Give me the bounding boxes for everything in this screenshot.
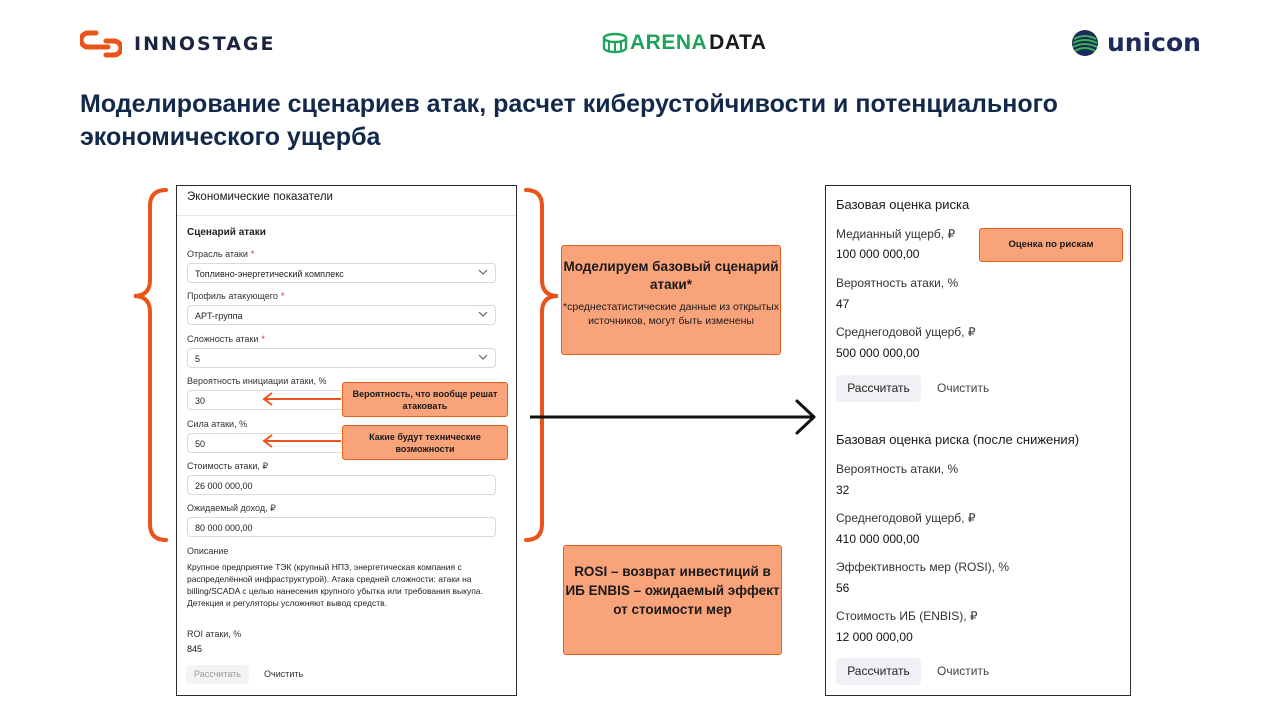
unicon-logo (1071, 28, 1201, 57)
innostage-logo (80, 28, 275, 60)
reduced-probability-label: Вероятность атаки, % (836, 462, 959, 476)
reduced-probability-value: 32 (836, 483, 850, 497)
form-calculate-button[interactable]: Рассчитать (186, 665, 249, 684)
base-scenario-callout-title: Моделируем базовый сценарий атаки* (563, 259, 779, 292)
annual-damage-value: 500 000 000,00 (836, 346, 920, 360)
attack-industry-select[interactable] (187, 263, 496, 283)
arenadata-logo (602, 30, 766, 56)
median-damage-label: Медианный ущерб, ₽ (836, 227, 956, 241)
base-calculate-button[interactable]: Рассчитать (836, 375, 921, 402)
reduced-risk-title: Базовая оценка риска (после снижения) (836, 432, 1080, 447)
attack-complexity-select[interactable] (187, 348, 496, 368)
annual-damage-label: Среднегодовой ущерб, ₽ (836, 325, 976, 339)
arenadata-wordmark-part2: DATA (709, 31, 767, 54)
attack-industry-label: Отрасль атаки * (187, 249, 255, 259)
attacker-profile-value: APT-группа (195, 311, 243, 321)
reduced-annual-damage-value: 410 000 000,00 (836, 532, 920, 546)
attack-probability-label: Вероятность атаки, % (836, 276, 959, 290)
base-risk-title: Базовая оценка риска (836, 197, 970, 212)
power-callout: Какие будут технические возможности (342, 425, 508, 460)
base-clear-button[interactable]: Очистить (937, 381, 990, 395)
arenadata-wordmark-part1: ARENA (630, 31, 708, 54)
attack-complexity-value: 5 (195, 354, 201, 364)
attack-probability-value: 47 (836, 297, 850, 311)
unicon-globe-icon (1071, 29, 1099, 57)
attack-cost-input[interactable]: 26 000 000,00 (187, 475, 496, 495)
attack-complexity-label: Сложность атаки * (187, 334, 265, 344)
attack-power-label: Сила атаки, % (187, 419, 248, 429)
attack-industry-value: Топливно-энергетический комплекс (195, 269, 344, 279)
page-title: Моделирование сценариев атак, расчет киберустойчивости и потенциального экономического ущерба (80, 90, 1058, 151)
reduced-calculate-button[interactable]: Рассчитать (836, 658, 921, 685)
attack-cost-label: Стоимость атаки, ₽ (187, 461, 269, 471)
rosi-label: Эффективность мер (ROSI), % (836, 560, 1009, 574)
left-brace (134, 190, 166, 540)
chevron-down-icon (477, 266, 489, 278)
description-text: Крупное предприятие ТЭК (крупный НПЗ, энергетическая компания с распределённой инфраструктурой). Атака средней сложности: атаки на billing/SCADA с целью нанесения крупного убытка или требования выкупа. Детекция и регуляторы усложняют вывод средств. (187, 562, 483, 608)
probability-callout: Вероятность, что вообще решат атаковать (342, 382, 508, 417)
innostage-mark-icon (80, 29, 122, 59)
description-label: Описание (187, 546, 229, 556)
innostage-wordmark: INNOSTAGE (134, 33, 276, 55)
chevron-down-icon (477, 308, 489, 320)
expected-income-input[interactable]: 80 000 000,00 (187, 517, 496, 537)
initiation-probability-label: Вероятность инициации атаки, % (187, 376, 327, 386)
roi-value: 845 (187, 644, 203, 654)
form-divider (177, 215, 516, 216)
median-damage-value: 100 000 000,00 (836, 247, 920, 261)
chevron-down-icon (477, 351, 489, 363)
flow-arrow-icon (530, 401, 814, 433)
attacker-profile-select[interactable] (187, 305, 496, 325)
expected-income-label: Ожидаемый доход, ₽ (187, 503, 276, 513)
form-clear-button[interactable]: Очистить (264, 669, 304, 679)
arenadata-stadium-icon (602, 30, 628, 56)
attack-power-input[interactable]: 50 (187, 433, 496, 453)
right-brace (526, 190, 558, 540)
unicon-wordmark: unicon (1107, 28, 1201, 57)
rosi-value: 56 (836, 581, 850, 595)
attacker-profile-label: Профиль атакующего * (187, 291, 285, 301)
enbis-label: Стоимость ИБ (ENBIS), ₽ (836, 609, 978, 623)
base-scenario-callout-note: *среднестатистические данные из открытых источников, могут быть изменены (563, 301, 779, 327)
risk-assessment-callout: Оценка по рискам (979, 228, 1123, 262)
base-scenario-callout (561, 245, 781, 355)
form-title: Экономические показатели (187, 191, 333, 203)
attack-scenario-heading: Сценарий атаки (187, 227, 266, 238)
reduced-annual-damage-label: Среднегодовой ущерб, ₽ (836, 511, 976, 525)
enbis-value: 12 000 000,00 (836, 630, 913, 644)
reduced-clear-button[interactable]: Очистить (937, 664, 990, 678)
rosi-enbis-callout: ROSI – возврат инвестиций в ИБ ENBIS – ожидаемый эффект от стоимости мер (563, 545, 782, 655)
roi-label: ROI атаки, % (187, 629, 242, 639)
initiation-probability-input[interactable]: 30 (187, 390, 496, 410)
